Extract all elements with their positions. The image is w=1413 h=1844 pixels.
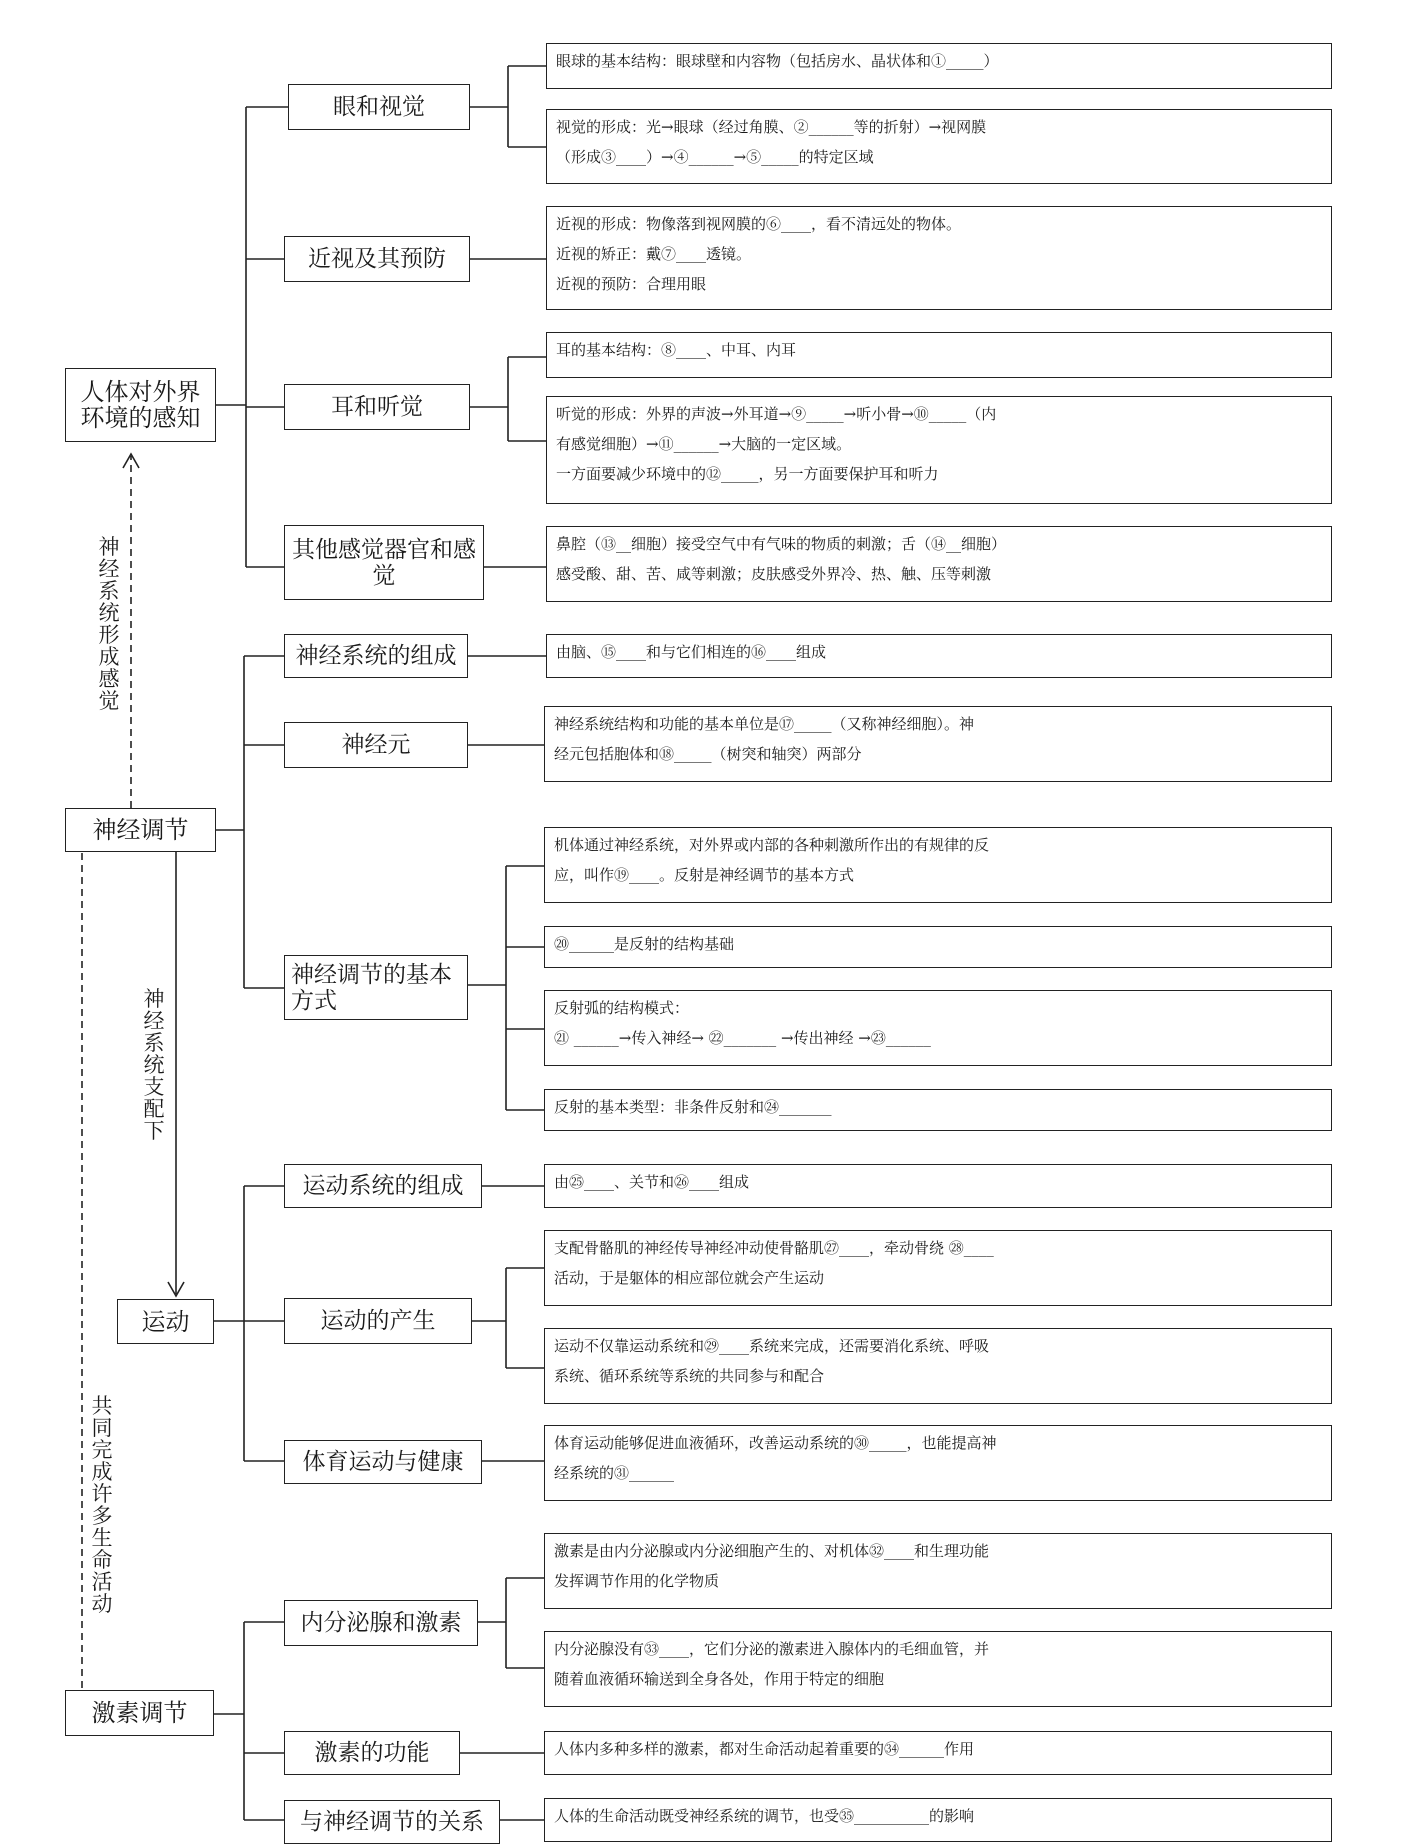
topic-other-senses: 其他感觉器官和感觉 [284,525,484,600]
neuron-line-1: 神经系统结构和功能的基本单位是⑰_____（又称神经细胞）。神 [554,715,975,733]
motor-system-line: 由㉕____、关节和㉖____组成 [554,1173,750,1191]
hearing-formation-text [546,396,1332,504]
hormone-definition-text [544,1533,1332,1609]
hormone-function-line: 人体内多种多样的激素，都对生命活动起着重要的㉞______作用 [554,1740,975,1758]
eye-structure-line: 眼球的基本结构：眼球壁和内容物（包括房水、晶状体和①_____） [556,52,999,70]
reflex-arc-model-line-2: ㉑ ______→传入神经→ ㉒_______ →传出神经 →㉓______ [554,1029,931,1047]
topic-neuron: 神经元 [284,722,468,768]
vision-line-1: 视觉的形成：光→眼球（经过角膜、②______等的折射）→视网膜 [556,118,987,136]
ear-structure-text [546,332,1332,378]
topic-myopia: 近视及其预防 [284,236,470,282]
hormone-definition-line-2: 发挥调节作用的化学物质 [554,1572,720,1590]
vision-line-2: （形成③____）→④______→⑤_____的特定区域 [556,148,874,166]
myopia-line-1: 近视的形成：物像落到视网膜的⑥____，看不清远处的物体。 [556,215,962,233]
myopia-text [546,206,1332,310]
topic-motor-system: 运动系统的组成 [284,1164,482,1208]
perception-link-label: 神经系统形成感觉 [96,536,122,712]
hormone-function-text [544,1731,1332,1775]
cooperate-link-label: 共同完成许多生命活动 [89,1395,115,1615]
movement-production-line-2a: 运动不仅靠运动系统和㉙____系统来完成，还需要消化系统、呼吸 [554,1337,990,1355]
hearing-line-3: 一方面要减少环境中的⑫_____，另一方面要保护耳和听力 [556,465,939,483]
other-senses-line-2: 感受酸、甜、苦、咸等刺激；皮肤感受外界冷、热、触、压等刺激 [556,565,992,583]
topic-hormone-function: 激素的功能 [284,1731,460,1775]
neuron-text [544,706,1332,782]
reflex-line-1: 机体通过神经系统，对外界或内部的各种刺激所作出的有规律的反 [554,836,990,854]
motor-system-text [544,1164,1332,1208]
reflex-arc-model-text [544,990,1332,1066]
vision-formation-text [546,109,1332,184]
composition-line: 由脑、⑮____和与它们相连的⑯____组成 [556,643,827,661]
reflex-definition-text [544,827,1332,903]
topic-movement-production: 运动的产生 [284,1298,472,1344]
category-neural: 神经调节 [65,808,216,852]
sport-health-text [544,1425,1332,1501]
topic-eye-vision: 眼和视觉 [288,84,470,130]
movement-production-text-2 [544,1328,1332,1404]
category-perception: 人体对外界环境的感知 [65,368,216,442]
category-movement: 运动 [117,1299,214,1344]
neuron-line-2: 经元包括胞体和⑱_____（树突和轴突）两部分 [554,745,862,763]
reflex-arc-basis-line: ⑳______是反射的结构基础 [554,935,735,953]
movement-production-line-2b: 系统、循环系统等系统的共同参与和配合 [554,1367,825,1385]
category-hormone: 激素调节 [65,1690,214,1736]
topic-sport-health: 体育运动与健康 [284,1440,482,1484]
hormone-definition-line-1: 激素是由内分泌腺或内分泌细胞产生的、对机体㉜____和生理功能 [554,1542,990,1560]
nervous-system-composition-text [546,634,1332,678]
topic-ear-hearing: 耳和听觉 [284,384,470,430]
sport-health-line-1: 体育运动能够促进血液循环，改善运动系统的㉚_____，也能提高神 [554,1434,997,1452]
hearing-line-1: 听觉的形成：外界的声波→外耳道→⑨_____→听小骨→⑩_____（内 [556,405,997,423]
neural-link-label: 神经系统支配下 [141,988,167,1142]
other-senses-text [546,526,1332,602]
reflex-arc-basis-text [544,926,1332,968]
topic-basic-neural-regulation: 神经调节的基本方式 [284,955,468,1020]
sport-health-line-2: 经系统的㉛______ [554,1464,675,1482]
topic-nervous-system-composition: 神经系统的组成 [284,634,468,678]
movement-production-line-1a: 支配骨骼肌的神经传导神经冲动使骨骼肌㉗____，牵动骨绕 ㉘____ [554,1239,994,1257]
other-senses-line-1: 鼻腔（⑬__细胞）接受空气中有气味的物质的刺激；舌（⑭__细胞） [556,535,1007,553]
reflex-arc-model-line-1: 反射弧的结构模式： [554,999,690,1017]
topic-relation-neural: 与神经调节的关系 [284,1800,500,1844]
endocrine-no-duct-text [544,1631,1332,1707]
reflex-line-2: 应，叫作⑲____。反射是神经调节的基本方式 [554,866,855,884]
myopia-line-3: 近视的预防：合理用眼 [556,275,707,293]
relation-neural-text [544,1798,1332,1842]
ear-structure-line: 耳的基本结构：⑧____、中耳、内耳 [556,341,797,359]
eye-structure-text [546,43,1332,89]
movement-production-line-1b: 活动，于是躯体的相应部位就会产生运动 [554,1269,825,1287]
reflex-types-line: 反射的基本类型：非条件反射和㉔_______ [554,1098,832,1116]
no-duct-line-2: 随着血液循环输送到全身各处，作用于特定的细胞 [554,1670,885,1688]
topic-endocrine-glands: 内分泌腺和激素 [284,1600,478,1646]
no-duct-line-1: 内分泌腺没有㉝____，它们分泌的激素进入腺体内的毛细血管，并 [554,1640,990,1658]
myopia-line-2: 近视的矫正：戴⑦____透镜。 [556,245,752,263]
hearing-line-2: 有感觉细胞）→⑪______→大脑的一定区域。 [556,435,852,453]
relation-neural-line: 人体的生命活动既受神经系统的调节，也受㉟__________的影响 [554,1807,975,1825]
movement-production-text-1 [544,1230,1332,1306]
reflex-types-text [544,1089,1332,1131]
